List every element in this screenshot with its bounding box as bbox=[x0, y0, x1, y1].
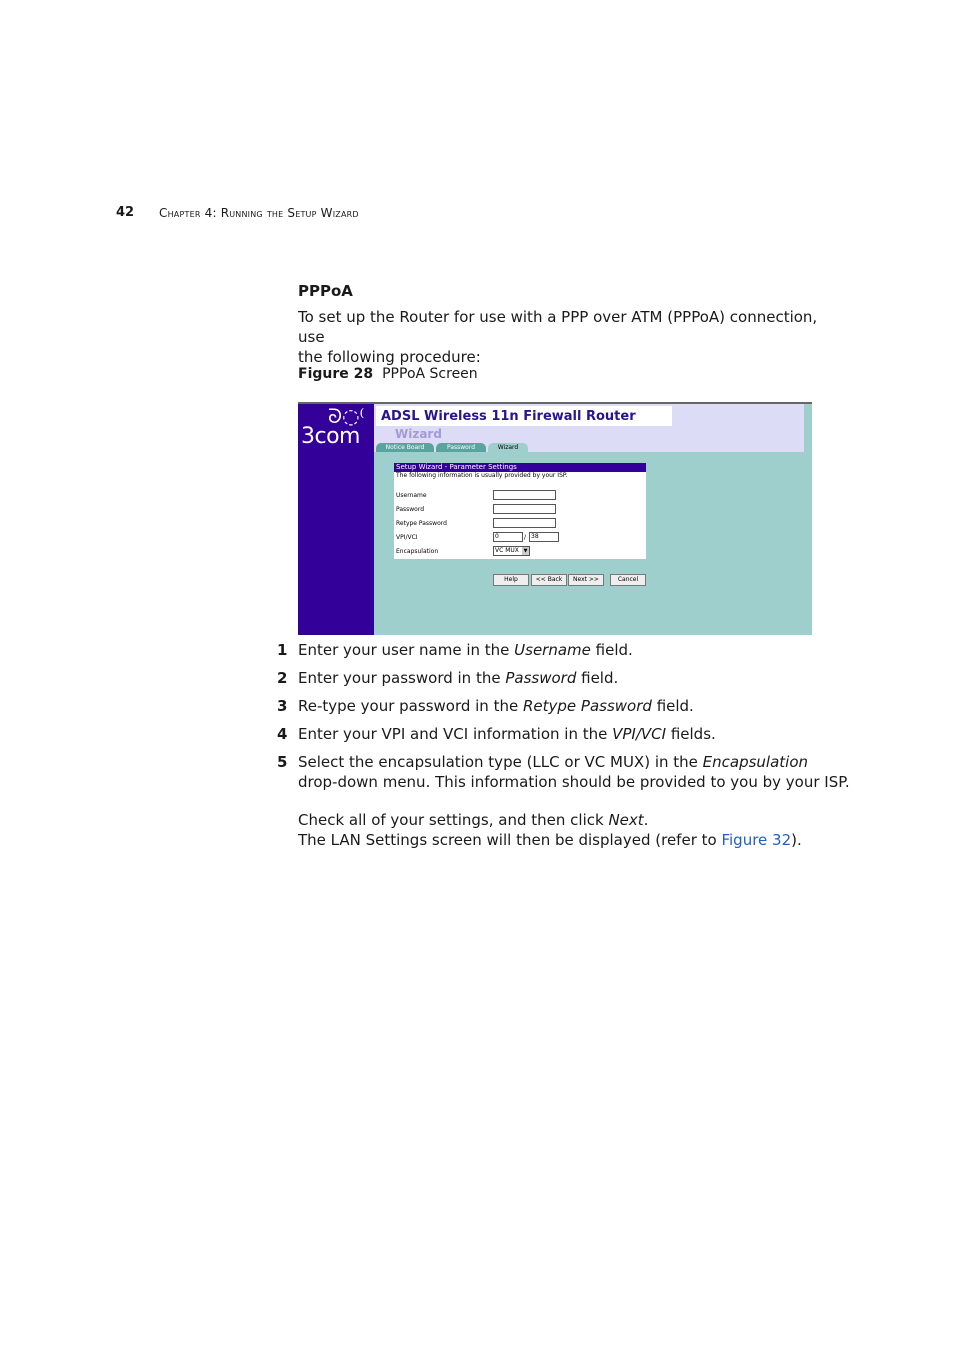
encapsulation-label: Encapsulation bbox=[396, 548, 439, 555]
router-screenshot bbox=[298, 402, 812, 635]
step-text: Enter your password in the Password field. bbox=[298, 669, 619, 687]
tab-password[interactable]: Password bbox=[436, 443, 486, 452]
3com-logo-icon: ᘐ◌⁽ bbox=[328, 404, 365, 428]
username-input[interactable] bbox=[493, 490, 556, 500]
vpi-input[interactable]: 0 bbox=[493, 532, 523, 542]
password-input[interactable] bbox=[493, 504, 556, 514]
vci-separator: / bbox=[524, 534, 527, 541]
help-button[interactable]: Help bbox=[493, 574, 529, 586]
step-number: 2 bbox=[277, 669, 288, 687]
wizard-subtitle: Wizard bbox=[395, 427, 442, 441]
intro-line-2: the following procedure: bbox=[298, 348, 481, 366]
step-number: 4 bbox=[277, 725, 288, 743]
step-number: 3 bbox=[277, 697, 288, 715]
router-title: ADSL Wireless 11n Firewall Router bbox=[381, 409, 636, 424]
figure-label: Figure 28 bbox=[298, 366, 374, 382]
page-header bbox=[116, 205, 359, 220]
closing-line-2: The LAN Settings screen will then be displayed (refer to Figure 32). bbox=[298, 831, 802, 849]
parameter-panel bbox=[394, 463, 646, 559]
side-bar bbox=[298, 404, 374, 635]
back-button[interactable]: << Back bbox=[531, 574, 567, 586]
step-text: Enter your user name in the Username field. bbox=[298, 641, 633, 659]
step-text: Select the encapsulation type (LLC or VC MUX) in the Encapsulation drop-down menu. This information should be provided to you by your ISP. bbox=[298, 753, 850, 791]
next-button[interactable]: Next >> bbox=[568, 574, 604, 586]
panel-title: Setup Wizard - Parameter Settings bbox=[394, 463, 646, 472]
page-number: 42 bbox=[116, 205, 135, 220]
retype-password-label: Retype Password bbox=[396, 520, 447, 527]
cancel-button[interactable]: Cancel bbox=[610, 574, 646, 586]
tab-wizard[interactable]: Wizard bbox=[488, 443, 528, 452]
closing-line-1: Check all of your settings, and then click Next. bbox=[298, 811, 649, 829]
figure-caption bbox=[298, 366, 478, 382]
retype-password-input[interactable] bbox=[493, 518, 556, 528]
chevron-down-icon[interactable]: ▼ bbox=[523, 548, 528, 554]
step-text: Enter your VPI and VCI information in the VPI/VCI fields. bbox=[298, 725, 716, 743]
step-text: Re-type your password in the Retype Password field. bbox=[298, 697, 694, 715]
figure-32-link[interactable]: Figure 32 bbox=[721, 831, 792, 849]
vci-input[interactable]: 38 bbox=[529, 532, 559, 542]
encapsulation-value: VC MUX bbox=[495, 547, 519, 554]
intro-paragraph bbox=[298, 307, 828, 367]
figure-caption-text: PPPoA Screen bbox=[382, 366, 478, 382]
password-label: Password bbox=[396, 506, 425, 513]
logo-text: 3com bbox=[301, 424, 360, 449]
encapsulation-select[interactable] bbox=[493, 546, 530, 556]
tab-notice-board[interactable]: Notice Board bbox=[376, 443, 434, 452]
intro-line-1: To set up the Router for use with a PPP over ATM (PPPoA) connection, use bbox=[298, 308, 818, 346]
section-heading: PPPoA bbox=[298, 282, 353, 300]
step-number: 5 bbox=[277, 753, 288, 771]
chapter-title: Chapter 4: Running the Setup Wizard bbox=[159, 206, 359, 220]
step-number: 1 bbox=[277, 641, 288, 659]
vpivci-label: VPI/VCI bbox=[396, 534, 418, 541]
panel-note: The following information is usually provided by your ISP. bbox=[396, 472, 568, 479]
username-label: Username bbox=[396, 492, 427, 499]
